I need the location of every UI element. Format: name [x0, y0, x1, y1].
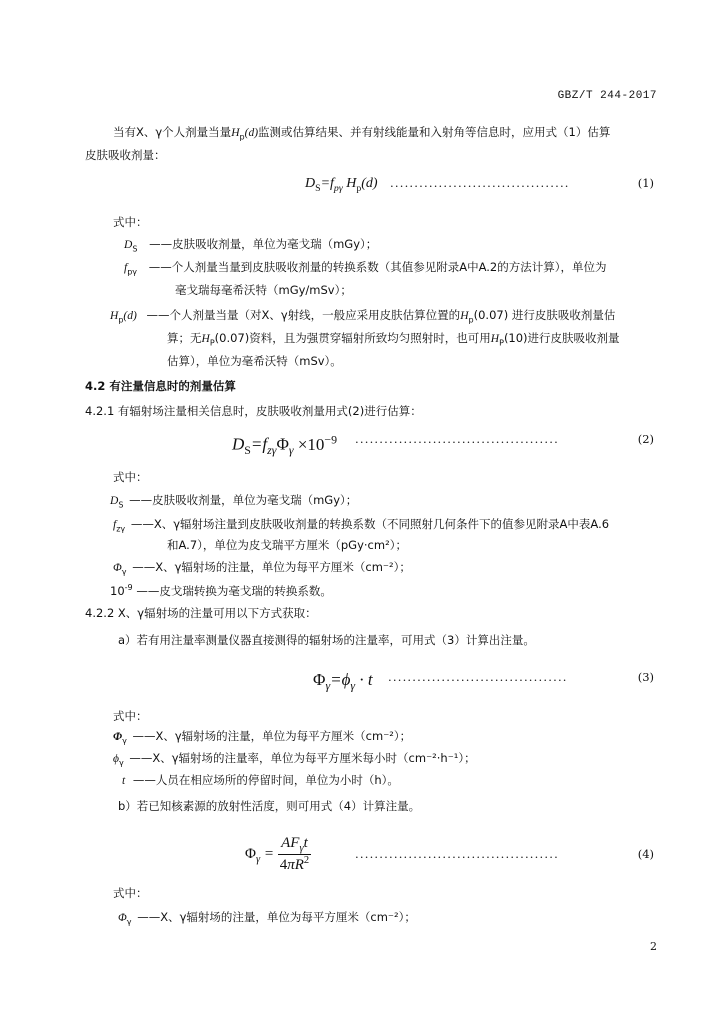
intro-line-2: 皮肤吸收剂量： [85, 148, 166, 162]
def-phi-4: $\Phi_\gamma$ ——X、γ辐射场的注量，单位为每平方厘米（cm⁻²）； [118, 910, 416, 927]
intro-text-b: 监测或估算结果、并有射线能量和入射角等信息时，应用式（1）估算 [258, 125, 611, 139]
where-label-1: 式中： [113, 215, 148, 229]
def-fzy-cont: 和A.7），单位为皮戈瑞平方厘米（pGy·cm²）； [167, 538, 407, 552]
def-fzy: $f_{z\gamma}$ ——X、γ辐射场注量到皮肤吸收剂量的转换系数（不同照射几何条件下的值参见附录A中表A.6 [113, 517, 610, 534]
subscript-p: p [239, 132, 245, 142]
symbol-ds-2: D [110, 495, 119, 507]
formula-1-expression: $D_S=f_{p\gamma}$ $H_p(d)$ [305, 176, 378, 194]
def-fpy: $f_{p\gamma}$ ——个人剂量当量到皮肤吸收剂量的转换系数（其值参见附录A中A.2的方法计算），单位为 [124, 260, 607, 277]
symbol-phi-4: Φ [118, 912, 127, 924]
def-ds-2: $D_S$ ——皮肤吸收剂量，单位为毫戈瑞（mGy）； [110, 493, 358, 510]
def-phirate: $\phi_\gamma$ ——X、γ辐射场的注量率，单位为每平方厘米每小时（cm⁻²·h⁻¹）； [113, 751, 476, 768]
def-ten-minus-nine: $10^{-9}$ ——皮戈瑞转换为毫戈瑞的转换系数。 [110, 583, 332, 598]
def-phi-2: $\Phi_\gamma$ ——X、γ辐射场的注量，单位为每平方厘米（cm⁻²）； [113, 560, 411, 577]
section-4-2-1-text: 4.2.1 有辐射场注量相关信息时，皮肤吸收剂量用式(2)进行估算： [85, 404, 422, 418]
symbol-phirate: ϕ [113, 753, 119, 765]
formula-1 [0, 176, 724, 204]
formula-3-expression: $\Phi_\gamma=\phi_\gamma \cdot t$ [313, 670, 373, 693]
def-t: t ——人员在相应场所的停留时间，单位为小时（h）。 [122, 773, 399, 787]
document-code: GBZ/T 244-2017 [557, 90, 657, 102]
symbol-ten-minus-nine: $10^{-9}$ [110, 583, 133, 598]
symbol-phi-2: Φ [113, 562, 122, 574]
formula-2-leader: .......................................... [355, 432, 559, 446]
where-label-2: 式中： [113, 470, 148, 484]
section-4-2-heading: 4.2 有注量信息时的剂量估算 [85, 379, 236, 393]
intro-text-a: 当有X、γ个人剂量当量 [113, 125, 232, 139]
formula-2 [0, 432, 724, 460]
def-fpy-cont: 毫戈瑞每毫希沃特（mGy/mSv）； [175, 283, 352, 297]
def-hp-cont-1: 算；无$H_P(0.07)$资料，且为强贯穿辐射所致均匀照射时，也可用$H_P(10)$进行皮肤吸收剂量 [167, 331, 620, 348]
intro-line-1 [113, 123, 610, 146]
def-hp-cont-2: 估算），单位为毫希沃特（mSv）。 [167, 354, 342, 368]
symbol-hp-d: H [231, 127, 240, 139]
formula-2-number: (2) [637, 432, 654, 446]
formula-1-number: (1) [637, 176, 654, 190]
formula-3 [0, 670, 724, 698]
formula-4-leader: .......................................... [355, 847, 559, 861]
formula-4-expression: $\Phi_\gamma$ = $\frac{AF_\gamma t}{4\pi R^2}$ [245, 835, 310, 873]
formula-4-fraction: $\frac{AF_\gamma t}{4\pi R^2}$ [279, 835, 310, 873]
item-b: b）若已知核素源的放射性活度，则可用式（4）计算注量。 [118, 799, 421, 813]
formula-3-number: (3) [637, 670, 654, 684]
symbol-hp: H [110, 310, 119, 322]
where-label-4: 式中： [113, 886, 148, 900]
item-a: a）若有用注量率测量仪器直接测得的辐射场的注量率，可用式（3）计算出注量。 [118, 633, 535, 647]
def-hp: $H_p(d)$ ——个人剂量当量（对X、γ射线，一般应采用皮肤估算位置的$H_p(0.07)$ 进行皮肤吸收剂量估 [110, 308, 616, 325]
symbol-phi-3: Φ [113, 731, 123, 743]
section-4-2-2-text: 4.2.2 X、γ辐射场的注量可用以下方式获取： [85, 606, 317, 620]
where-label-3: 式中： [113, 709, 148, 723]
symbol-t: t [122, 775, 126, 787]
def-phi-3: $\Phi_\gamma$ ——X、γ辐射场的注量，单位为每平方厘米（cm⁻²）； [113, 729, 412, 746]
formula-4-number: (4) [637, 847, 654, 861]
def-ds-1: $D_S$ ——皮肤吸收剂量，单位为毫戈瑞（mGy）； [124, 237, 378, 254]
formula-3-leader: ..................................... [388, 670, 568, 684]
formula-1-leader: ..................................... [390, 176, 570, 190]
formula-2-expression: $D_S=f_{z\gamma}\Phi_\gamma \times 10^{-9}$ [232, 432, 338, 458]
page-number: 2 [650, 940, 657, 953]
formula-4 [0, 833, 724, 877]
symbol-ds: D [124, 239, 133, 251]
symbol-paren-d: (d) [244, 127, 259, 139]
symbol-fpy: f [124, 262, 128, 274]
symbol-fzy: f [113, 519, 117, 531]
